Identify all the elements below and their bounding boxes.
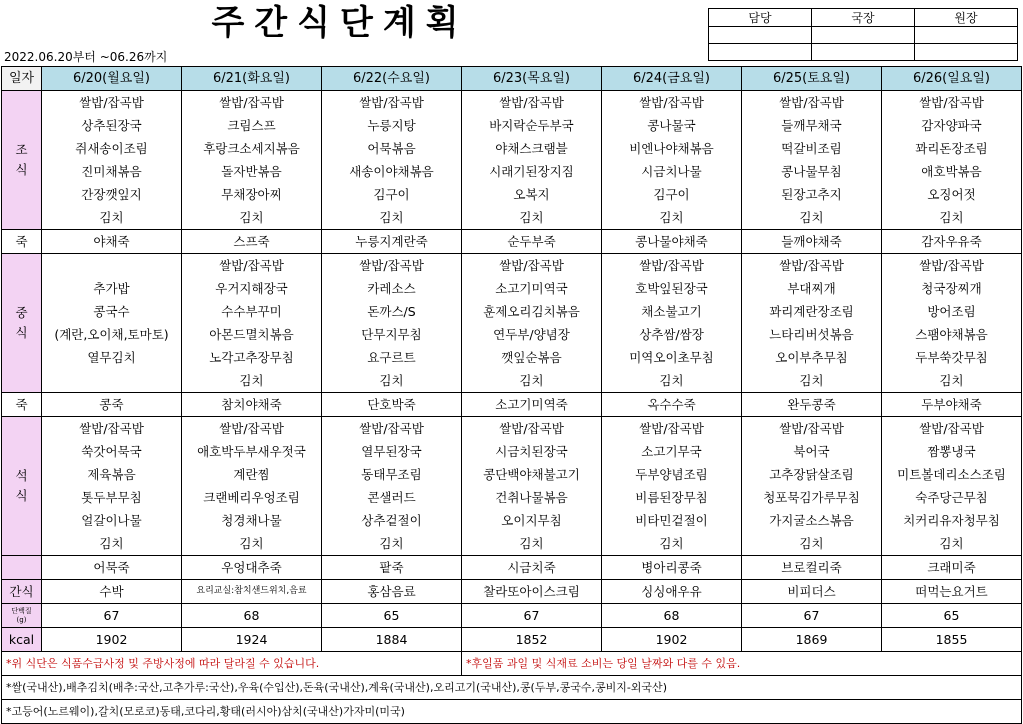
menu-item: 쌀밥/잡곡밥 [219, 95, 284, 110]
day-header: 6/26(일요일) [882, 67, 1022, 91]
menu-item: 비타민겉절이 [635, 513, 708, 528]
dinner_porridge-row [2, 556, 1022, 580]
menu-item: 크림스프 [227, 118, 276, 133]
menu-item: 비름된장무침 [635, 490, 708, 505]
snack-cell: 싱싱애우유 [602, 580, 742, 604]
row-label-text: 단백질 [11, 606, 32, 615]
row-label-porridge: 죽 [2, 230, 42, 254]
menu-item: 소고기미역국 [495, 281, 568, 296]
menu-item: 김치 [659, 536, 684, 551]
morning_porridge-cell: 들깨야채죽 [742, 230, 882, 254]
menu-item: 쌀밥/잡곡밥 [919, 258, 984, 273]
dinner-row [2, 417, 1022, 556]
menu-item: 스팸야채볶음 [915, 327, 988, 342]
sign-cell[interactable] [709, 44, 812, 61]
menu-item: 단무지무침 [361, 327, 422, 342]
menu-item: 김치 [239, 210, 264, 225]
menu-item: 쌀밥/잡곡밥 [79, 95, 144, 110]
breakfast-cell [742, 91, 882, 230]
approval-box [708, 8, 1018, 61]
menu-item: 방어조림 [927, 304, 976, 319]
sign-label-staff: 담당 [709, 9, 812, 27]
menu-item: 건취나물볶음 [495, 490, 568, 505]
snack-cell: 수박 [42, 580, 182, 604]
menu-item: 김치 [239, 536, 264, 551]
row-label-text: 식 [15, 162, 28, 177]
lunch_porridge-cell: 옥수수죽 [602, 393, 742, 417]
dinner-cell [322, 417, 462, 556]
snack-cell: 떠먹는요거트 [882, 580, 1022, 604]
menu-item: 쥐새송이조림 [75, 141, 148, 156]
dinner_porridge-cell: 시금치죽 [462, 556, 602, 580]
row-label-dinner [2, 417, 42, 556]
menu-item [42, 254, 181, 277]
menu-item: 김치 [799, 210, 824, 225]
row-label-porridge: 죽 [2, 393, 42, 417]
morning_porridge-cell: 순두부죽 [462, 230, 602, 254]
menu-item: 숙주당근무침 [915, 490, 988, 505]
menu-item: 비엔나야채볶음 [629, 141, 714, 156]
protein-cell: 67 [742, 604, 882, 628]
sign-cell[interactable] [915, 44, 1018, 61]
lunch_porridge-row [2, 393, 1022, 417]
menu-item: 청국장찌개 [921, 281, 982, 296]
menu-item: 들깨무채국 [781, 118, 842, 133]
menu-item: 미역오이초무침 [629, 350, 714, 365]
menu-item: 김치 [659, 210, 684, 225]
row-label-text: 식 [15, 488, 28, 503]
menu-item: 쌀밥/잡곡밥 [359, 95, 424, 110]
row-label-snack: 간식 [2, 580, 42, 604]
menu-item: 꽈리계란장조림 [769, 304, 854, 319]
row-label-blank [2, 556, 42, 580]
menu-item: 열무된장국 [361, 444, 422, 459]
menu-item: 콩국수 [93, 304, 130, 319]
lunch-cell [462, 254, 602, 393]
origin-row [2, 676, 1022, 700]
day-header: 6/20(월요일) [42, 67, 182, 91]
menu-item: 상추겉절이 [361, 513, 422, 528]
weekly-menu-table [1, 66, 1022, 724]
day-header: 6/25(토요일) [742, 67, 882, 91]
menu-item: 콘샐러드 [367, 490, 416, 505]
row-label-lunch [2, 254, 42, 393]
dinner_porridge-cell: 병아리콩죽 [602, 556, 742, 580]
lunch-cell [602, 254, 742, 393]
menu-item: 제육볶음 [87, 467, 136, 482]
menu-item: 김치 [99, 536, 124, 551]
menu-item: 쌀밥/잡곡밥 [639, 258, 704, 273]
dinner-cell [42, 417, 182, 556]
menu-item: 짬뽕냉국 [927, 444, 976, 459]
menu-item: 쌀밥/잡곡밥 [919, 95, 984, 110]
sign-label-director: 국장 [812, 9, 915, 27]
menu-item: 동태무조림 [361, 467, 422, 482]
menu-item: 소고기무국 [641, 444, 702, 459]
menu-item: 쌀밥/잡곡밥 [359, 421, 424, 436]
breakfast-cell [42, 91, 182, 230]
dinner_porridge-cell: 우엉대추죽 [182, 556, 322, 580]
menu-item: 쌀밥/잡곡밥 [499, 95, 564, 110]
menu-item: 북어국 [793, 444, 830, 459]
row-label-text: 조 [15, 142, 28, 157]
header-row [2, 67, 1022, 91]
kcal-cell: 1902 [42, 628, 182, 652]
menu-item: 떡갈비조림 [781, 141, 842, 156]
menu-item: 콩나물무침 [781, 164, 842, 179]
snack-cell: 찰라또아이스크림 [462, 580, 602, 604]
menu-item: 김치 [519, 536, 544, 551]
breakfast-cell [182, 91, 322, 230]
menu-item: 콩나물국 [647, 118, 696, 133]
menu-item: 된장고추지 [781, 187, 842, 202]
menu-item: 김치 [799, 373, 824, 388]
menu-item: 누릉지탕 [367, 118, 416, 133]
menu-item: 카레소스 [367, 281, 416, 296]
sign-label-head: 원장 [915, 9, 1018, 27]
note-text: *후일품 과일 및 식재료 소비는 당일 날짜와 다를 수 있음. [462, 652, 1022, 676]
menu-item: 감자양파국 [921, 118, 982, 133]
menu-item: 두부쑥갓무침 [915, 350, 988, 365]
menu-item: 시금치된장국 [495, 444, 568, 459]
menu-item: 어묵볶음 [367, 141, 416, 156]
snack-cell: 비피더스 [742, 580, 882, 604]
page-title: 주간식단계획 [211, 3, 469, 43]
menu-item: 우거지해장국 [215, 281, 288, 296]
protein-cell: 67 [42, 604, 182, 628]
menu-item: 미트볼데리소스조림 [897, 467, 1006, 482]
menu-item: 쌀밥/잡곡밥 [79, 421, 144, 436]
menu-item: 얼갈이나물 [81, 513, 142, 528]
menu-item: 오복지 [513, 187, 550, 202]
menu-item: 김치 [239, 373, 264, 388]
sign-cell[interactable] [812, 27, 915, 44]
lunch-cell [42, 254, 182, 393]
breakfast-cell [602, 91, 742, 230]
snack-row [2, 580, 1022, 604]
menu-item: 김치 [379, 373, 404, 388]
morning_porridge-cell: 스프죽 [182, 230, 322, 254]
menu-item: 아몬드멸치볶음 [209, 327, 294, 342]
menu-item: 쌀밥/잡곡밥 [639, 421, 704, 436]
menu-item: 새송이야채볶음 [349, 164, 434, 179]
menu-item: 오이지무침 [501, 513, 562, 528]
menu-item: 추가밥 [93, 281, 130, 296]
menu-item: 연두부/양념장 [493, 327, 570, 342]
morning_porridge-cell: 야채죽 [42, 230, 182, 254]
kcal-cell: 1869 [742, 628, 882, 652]
menu-item: 쌀밥/잡곡밥 [639, 95, 704, 110]
protein-row [2, 604, 1022, 628]
menu-item: 바지락순두부국 [489, 118, 574, 133]
menu-item: 청경채나물 [221, 513, 282, 528]
menu-item: 쌀밥/잡곡밥 [219, 421, 284, 436]
menu-item: 김치 [379, 536, 404, 551]
origin-text: *쌀(국내산),배추김치(배추:국산,고추가루:국산),우육(수입산),돈육(국내산),계육(국내산),오리고기(국내산),콩(두부,콩국수,콩비지-외국산) [2, 676, 1022, 700]
breakfast-cell [462, 91, 602, 230]
menu-item: 시래기된장지짐 [489, 164, 574, 179]
menu-item: 쌀밥/잡곡밥 [499, 258, 564, 273]
menu-item: 김구이 [373, 187, 410, 202]
sign-cell[interactable] [709, 27, 812, 44]
lunch_porridge-cell: 참치야채죽 [182, 393, 322, 417]
menu-item: 가지굴소스볶음 [769, 513, 854, 528]
menu-item: 요구르트 [367, 350, 416, 365]
protein-cell: 65 [322, 604, 462, 628]
dinner_porridge-cell: 어묵죽 [42, 556, 182, 580]
menu-item: 간장깻잎지 [81, 187, 142, 202]
menu-item: 고추장닭살조림 [769, 467, 854, 482]
lunch_porridge-cell: 소고기미역죽 [462, 393, 602, 417]
menu-item: 김치 [939, 210, 964, 225]
menu-item: 노각고추장무침 [209, 350, 294, 365]
dinner-cell [602, 417, 742, 556]
morning_porridge-cell: 콩나물야채죽 [602, 230, 742, 254]
menu-item: 톳두부무침 [81, 490, 142, 505]
dinner-cell [882, 417, 1022, 556]
lunch-cell [882, 254, 1022, 393]
day-header: 6/21(화요일) [182, 67, 322, 91]
day-header: 6/23(목요일) [462, 67, 602, 91]
menu-item: 오이부추무침 [775, 350, 848, 365]
dinner_porridge-cell: 팥죽 [322, 556, 462, 580]
lunch-cell [742, 254, 882, 393]
menu-item: 김치 [519, 210, 544, 225]
morning_porridge-cell: 감자우유죽 [882, 230, 1022, 254]
breakfast-cell [882, 91, 1022, 230]
dinner-cell [462, 417, 602, 556]
lunch-cell [182, 254, 322, 393]
menu-item: 쌀밥/잡곡밥 [359, 258, 424, 273]
menu-item: 김치 [519, 373, 544, 388]
lunch_porridge-cell: 단호박죽 [322, 393, 462, 417]
row-label-text: 식 [15, 325, 28, 340]
dinner_porridge-cell: 크래미죽 [882, 556, 1022, 580]
menu-item: 쌀밥/잡곡밥 [779, 258, 844, 273]
menu-item: 김치 [659, 373, 684, 388]
breakfast-row [2, 91, 1022, 230]
menu-item: 후랑크소세지볶음 [203, 141, 300, 156]
menu-item: 상추된장국 [81, 118, 142, 133]
kcal-cell: 1884 [322, 628, 462, 652]
day-header: 6/22(수요일) [322, 67, 462, 91]
snack-cell: 요리교실:참치샌드위치,음료 [182, 580, 322, 604]
dinner_porridge-cell: 브로컬리죽 [742, 556, 882, 580]
menu-item: 김치 [99, 210, 124, 225]
sign-cell[interactable] [812, 44, 915, 61]
menu-item: 수수부꾸미 [221, 304, 282, 319]
menu-item: 쌀밥/잡곡밥 [219, 258, 284, 273]
menu-item: 청포묵김가루무침 [763, 490, 860, 505]
menu-item: 시금치나물 [641, 164, 702, 179]
menu-item: 쌀밥/잡곡밥 [779, 95, 844, 110]
row-label-text: (g) [16, 615, 27, 624]
menu-item: 크랜베리우엉조림 [203, 490, 300, 505]
menu-item: 무채장아찌 [221, 187, 282, 202]
lunch_porridge-cell: 콩죽 [42, 393, 182, 417]
kcal-cell: 1855 [882, 628, 1022, 652]
kcal-cell: 1852 [462, 628, 602, 652]
menu-item: 돌자반볶음 [221, 164, 282, 179]
menu-item: 오징어젓 [927, 187, 976, 202]
menu-item: 콩단백야채불고기 [483, 467, 580, 482]
menu-item: 깻잎순볶음 [501, 350, 562, 365]
protein-cell: 68 [602, 604, 742, 628]
lunch-cell [322, 254, 462, 393]
menu-item: 상추쌈/쌈장 [639, 327, 704, 342]
morning_porridge-cell: 누릉지계란죽 [322, 230, 462, 254]
menu-item: (계란,오이채,토마토) [54, 327, 169, 342]
protein-cell: 68 [182, 604, 322, 628]
note-text: *위 식단은 식품수급사정 및 주방사정에 따라 달라질 수 있습니다. [2, 652, 462, 676]
day-header: 6/24(금요일) [602, 67, 742, 91]
menu-item: 김치 [939, 373, 964, 388]
menu-item: 치커리유자청무침 [903, 513, 1000, 528]
origin-text: *고등어(노르웨이),갈치(모로코)동태,코다리,황태(러시아)삼치(국내산)가자미(미국) [2, 700, 1022, 724]
lunch-row [2, 254, 1022, 393]
menu-item: 애호박볶음 [921, 164, 982, 179]
menu-item: 김치 [799, 536, 824, 551]
menu-item: 쑥갓어묵국 [81, 444, 142, 459]
menu-item [42, 369, 181, 392]
menu-item: 계란찜 [233, 467, 270, 482]
menu-item: 꽈리돈장조림 [915, 141, 988, 156]
menu-item: 김치 [939, 536, 964, 551]
row-label-kcal: kcal [2, 628, 42, 652]
menu-item: 쌀밥/잡곡밥 [499, 421, 564, 436]
menu-item: 김치 [379, 210, 404, 225]
menu-item: 돈까스/S [367, 304, 416, 319]
kcal-cell: 1924 [182, 628, 322, 652]
menu-item: 진미채볶음 [81, 164, 142, 179]
lunch_porridge-cell: 완두콩죽 [742, 393, 882, 417]
menu-item: 쌀밥/잡곡밥 [919, 421, 984, 436]
morning_porridge-row [2, 230, 1022, 254]
row-label-text: 석 [15, 468, 28, 483]
menu-item: 쌀밥/잡곡밥 [779, 421, 844, 436]
row-label-text: 중 [15, 305, 28, 320]
kcal-row [2, 628, 1022, 652]
menu-item: 김구이 [653, 187, 690, 202]
menu-item: 호박잎된장국 [635, 281, 708, 296]
protein-cell: 65 [882, 604, 1022, 628]
menu-item: 부대찌개 [787, 281, 836, 296]
menu-item: 열무김치 [87, 350, 136, 365]
row-label-protein [2, 604, 42, 628]
period-text: 2022.06.20부터 ~06.26까지 [4, 50, 168, 64]
menu-item: 애호박두부새우젓국 [197, 444, 306, 459]
kcal-cell: 1902 [602, 628, 742, 652]
menu-item: 훈제오리김치볶음 [483, 304, 580, 319]
note-row [2, 652, 1022, 676]
row-label-breakfast [2, 91, 42, 230]
lunch_porridge-cell: 두부야채죽 [882, 393, 1022, 417]
menu-item: 두부양념조림 [635, 467, 708, 482]
sign-cell[interactable] [915, 27, 1018, 44]
snack-cell: 홍삼음료 [322, 580, 462, 604]
date-header-label: 일자 [2, 67, 42, 91]
menu-item: 느타리버섯볶음 [769, 327, 854, 342]
menu-item: 채소불고기 [641, 304, 702, 319]
menu-item: 야채스크램블 [495, 141, 568, 156]
protein-cell: 67 [462, 604, 602, 628]
breakfast-cell [322, 91, 462, 230]
origin-row [2, 700, 1022, 724]
dinner-cell [742, 417, 882, 556]
dinner-cell [182, 417, 322, 556]
